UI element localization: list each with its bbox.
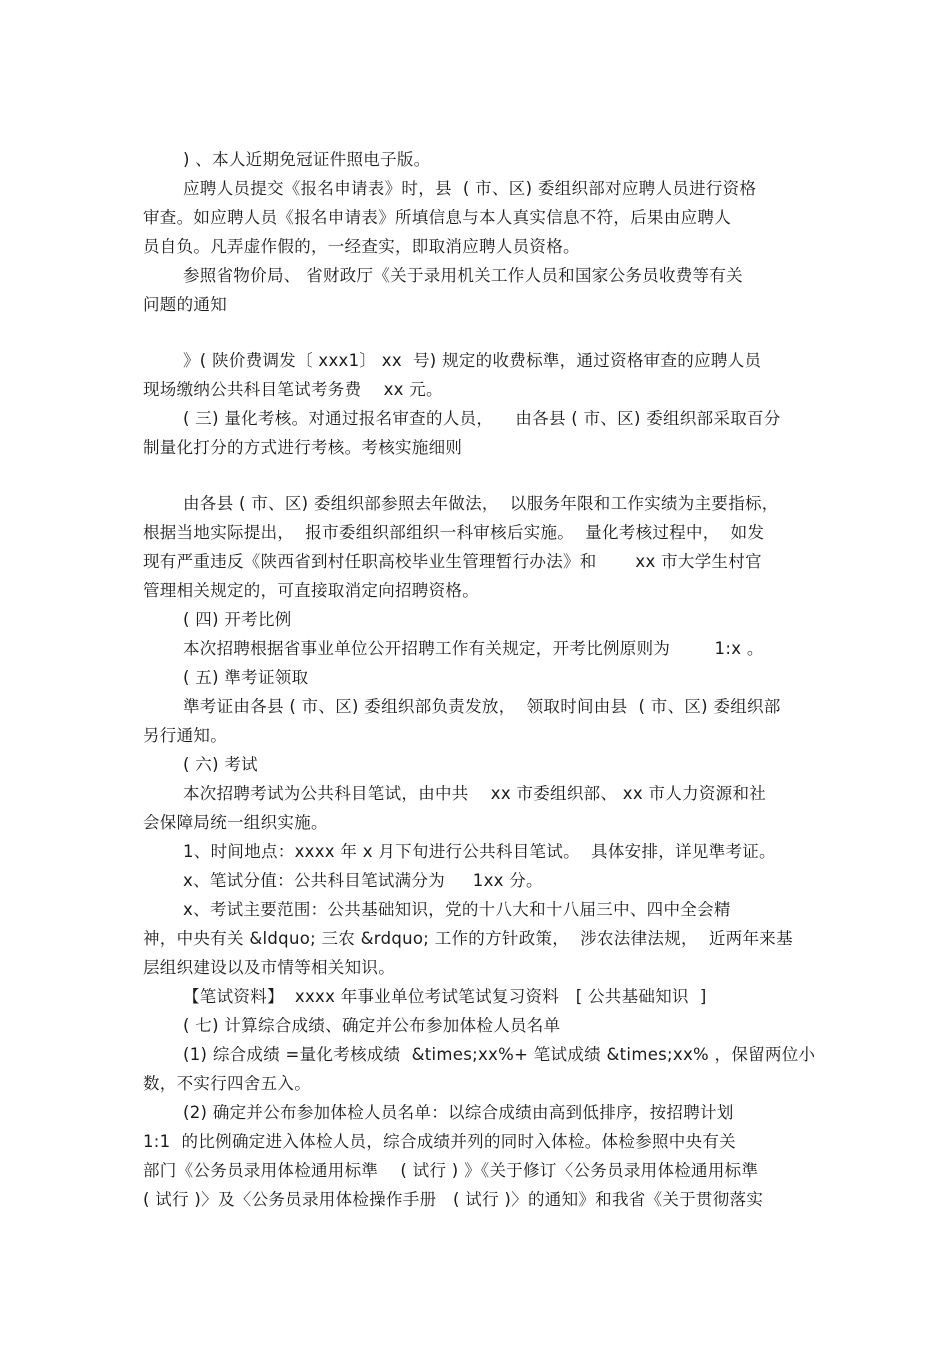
- text-line-2: 应聘人员提交《报名申请表》时，县 ( 市、区) 委组织部对应聘人员进行资格: [183, 179, 757, 198]
- text-line-11: 由各县 ( 市、区) 委组织部参照去年做法， 以服务年限和工作实绩为主要指标，: [183, 494, 779, 513]
- text-line-26: 神，中央有关 &ldquo; 三农 &rdquo; 工作的方针政策， 涉农法律法规， 近两年来基: [143, 929, 793, 948]
- text-line-6: 问题的通知: [143, 295, 227, 314]
- text-line-31: 数，不实行四舍五入。: [143, 1074, 311, 1093]
- text-line-12: 根据当地实际提出， 报市委组织部组织一科审核后实施。 量化考核过程中， 如发: [143, 523, 765, 542]
- text-line-13: 现有严重违反《陕西省到村任职高校毕业生管理暂行办法》和 xx 市大学生村官: [143, 552, 762, 571]
- text-line-10: 制量化打分的方式进行考核。考核实施细则: [143, 438, 463, 457]
- text-line-30: (1) 综合成绩 =量化考核成绩 &times;xx%+ 笔试成绩 &times;xx% ，保留两位小: [183, 1045, 816, 1064]
- text-line-22: 会保障局统一组织实施。: [143, 813, 328, 832]
- text-line-3: 审查。如应聘人员《报名申请表》所填信息与本人真实信息不符，后果由应聘人: [143, 208, 731, 227]
- text-line-19: 另行通知。: [143, 726, 227, 745]
- text-line-29: ( 七) 计算综合成绩、确定并公布参加体检人员名单: [183, 1016, 561, 1035]
- text-line-18: 準考证由各县 ( 市、区) 委组织部负责发放， 领取时间由县 ( 市、区) 委组织部: [183, 697, 781, 716]
- text-line-34: 部门《公务员录用体检通用标準 ( 试行 ) 》《关于修订〈公务员录用体检通用标準: [143, 1161, 759, 1180]
- text-line-1: ) 、本人近期免冠证件照电子版。: [183, 150, 431, 169]
- text-line-14: 管理相关规定的，可直接取消定向招聘资格。: [143, 581, 479, 600]
- text-line-16: 本次招聘根据省事业单位公开招聘工作有关规定，开考比例原则为 1:x 。: [183, 639, 764, 658]
- text-line-32: (2) 确定并公布参加体检人员名单：以综合成绩由高到低排序，按招聘计划: [183, 1103, 734, 1122]
- text-line-25: x、考试主要范围：公共基础知识，党的十八大和十八届三中、四中全会精: [183, 900, 731, 919]
- text-line-9: ( 三) 量化考核。对通过报名审查的人员， 由各县 ( 市、区) 委组织部采取百分: [183, 409, 781, 428]
- text-line-8: 现场缴纳公共科目笔试考务费 xx 元。: [143, 380, 443, 399]
- text-line-4: 员自负。凡弄虚作假的，一经查实，即取消应聘人员资格。: [143, 237, 580, 256]
- text-line-23: 1、时间地点：xxxx 年 x 月下旬进行公共科目笔试。 具体安排，详见準考证。: [183, 842, 776, 861]
- text-line-20: ( 六) 考试: [183, 755, 258, 774]
- text-line-7: 》( 陕价费调发〔 xxx1〕 xx 号) 规定的收费标準，通过资格审查的应聘人员: [183, 351, 762, 370]
- text-line-27: 层组织建设以及市情等相关知识。: [143, 958, 395, 977]
- text-line-15: ( 四) 开考比例: [183, 610, 292, 629]
- text-line-33: 1:1 的比例确定进入体检人员，综合成绩并列的同时入体检。体检参照中央有关: [143, 1132, 736, 1151]
- text-line-28: 【笔试资料】 xxxx 年事业单位考试笔试复习资料 [ 公共基础知识 ]: [183, 987, 707, 1006]
- text-line-24: x、笔试分值：公共科目笔试满分为 1xx 分。: [183, 871, 543, 890]
- text-line-35: ( 试行 )〉及〈公务员录用体检操作手册 ( 试行 )〉的通知》和我省《关于贯彻落实: [143, 1190, 764, 1209]
- text-line-5: 参照省物价局、 省财政厅《关于录用机关工作人员和国家公务员收费等有关: [183, 266, 743, 285]
- text-line-21: 本次招聘考试为公共科目笔试，由中共 xx 市委组织部、 xx 市人力资源和社: [183, 784, 767, 803]
- text-line-17: ( 五) 準考证领取: [183, 668, 309, 687]
